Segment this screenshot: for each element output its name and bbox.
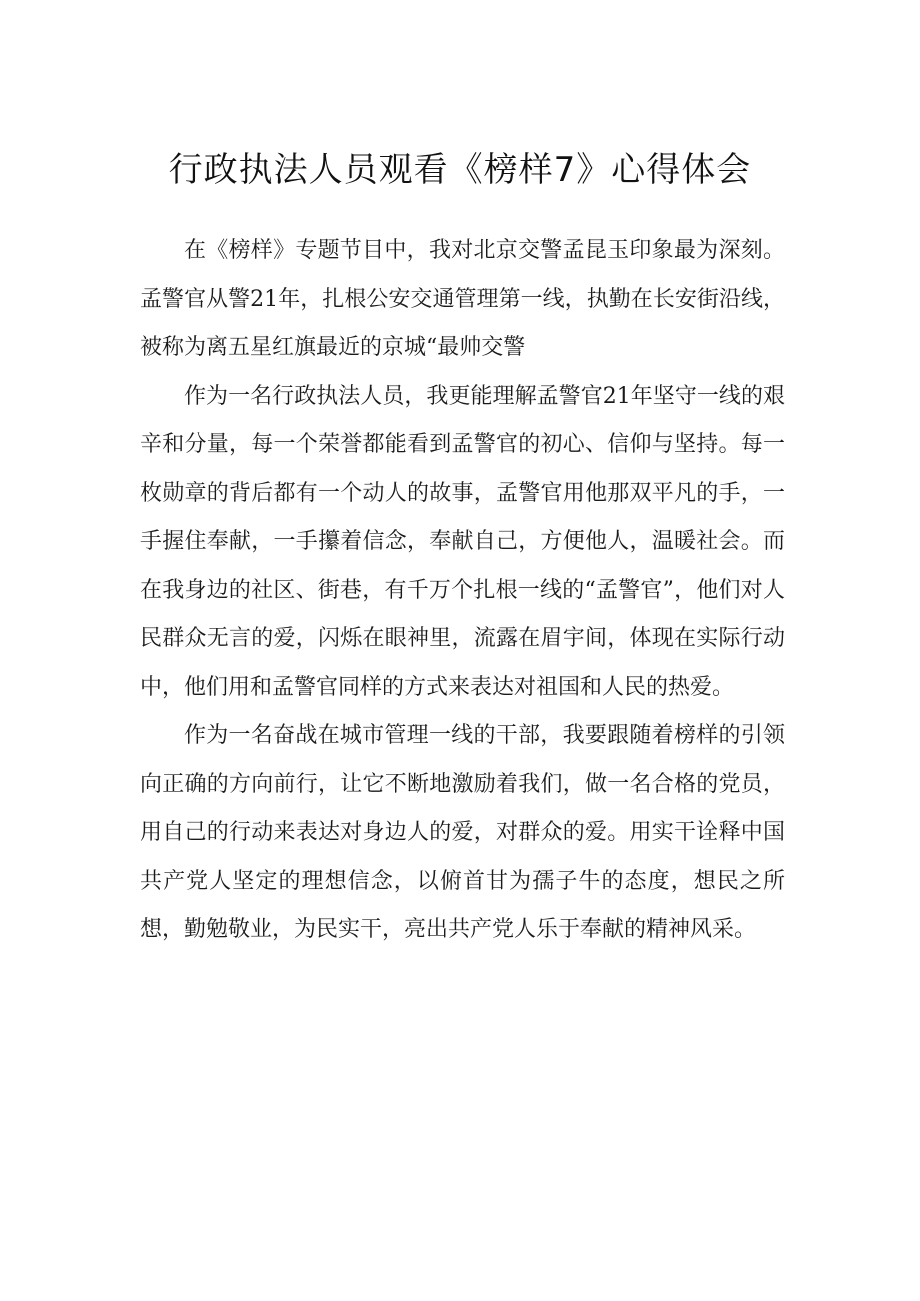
document-body (140, 227, 785, 955)
document-title: 行政执法人员观看《榜样7》心得体会 (168, 150, 752, 190)
paragraph-3: 作为一名奋战在城市管理一线的干部，我要跟随着榜样的引领向正确的方向前行，让它不断地激励着我们，做一名合格的党员，用自己的行动来表达对身边人的爱，对群众的爱。用实干诠释中国共产党人坚定的理想信念，以俯首甘为孺子牛的态度，想民之所想，勤勉敬业，为民实干，亮出共产党人乐于奉献的精神风采。 (140, 723, 785, 942)
paragraph-1: 在《榜样》专题节目中，我对北京交警孟昆玉印象最为深刻。孟警官从警21年，扎根公安交通管理第一线，执勤在长安街沿线，被称为离五星红旗最近的京城“最帅交警 (140, 238, 785, 360)
paragraph-2: 作为一名行政执法人员，我更能理解孟警官21年坚守一线的艰辛和分量，每一个荣誉都能看到孟警官的初心、信仰与坚持。每一枚勋章的背后都有一个动人的故事，孟警官用他那双平凡的手，一手握住奉献，一手攥着信念，奉献自己，方便他人，温暖社会。而在我身边的社区、街巷，有千万个扎根一线的“孟警官”，他们对人民群众无言的爱，闪烁在眼神里，流露在眉宇间，体现在实际行动中，他们用和孟警官同样的方式来表达对祖国和人民的热爱。 (140, 383, 785, 700)
